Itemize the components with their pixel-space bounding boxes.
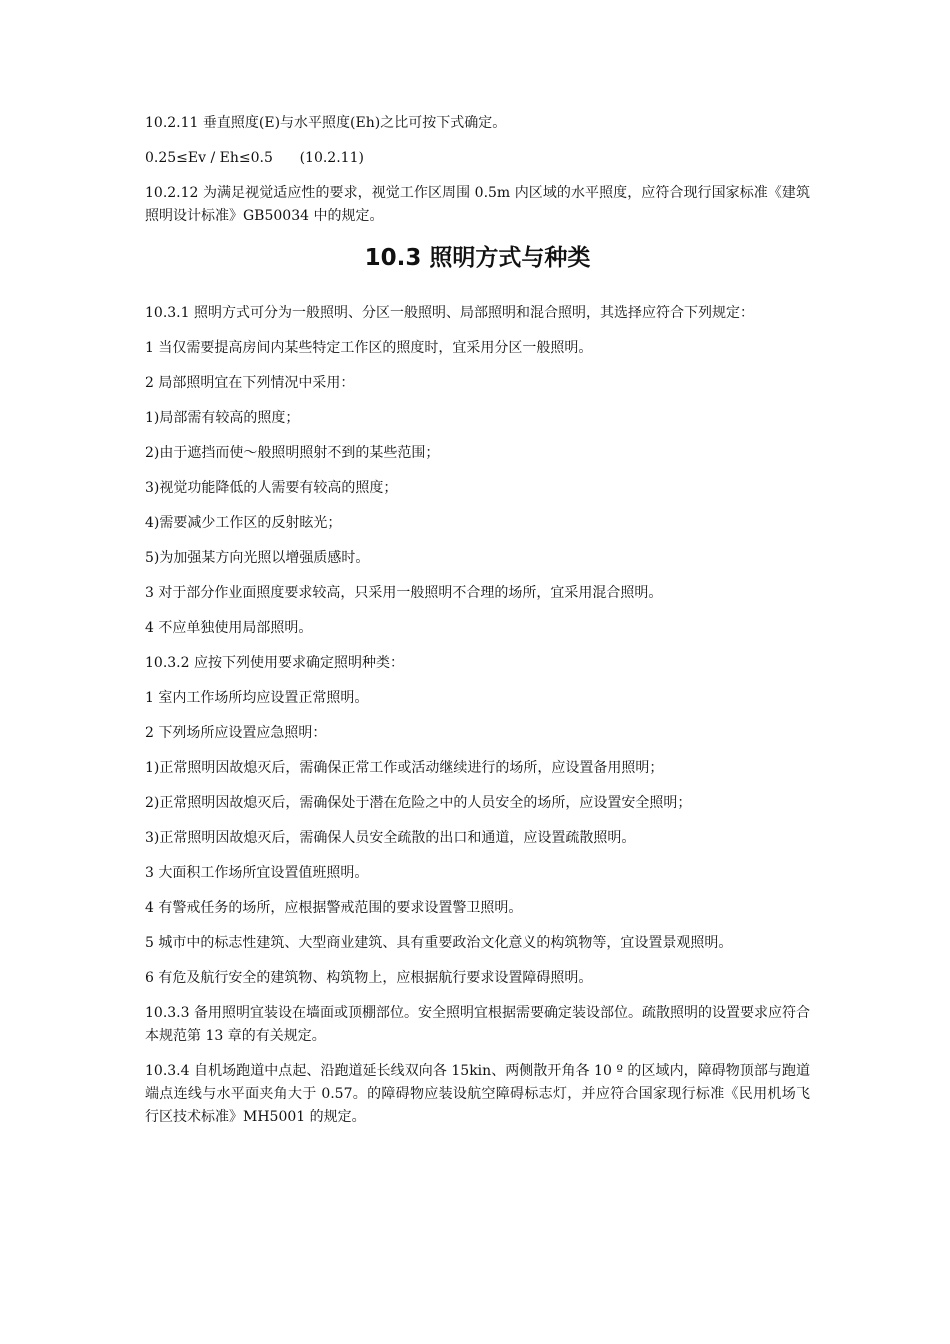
clause-10-3-3: 10.3.3 备用照明宜装设在墙面或顶棚部位。安全照明宜根据需要确定装设部位。疏散照明的设置要求应符合本规范第 13 章的有关规定。: [145, 1005, 810, 1044]
sub-list-item: 4)需要减少工作区的反射眩光；: [145, 515, 342, 531]
list-item: 6 有危及航行安全的建筑物、构筑物上，应根据航行要求设置障碍照明。: [145, 970, 593, 986]
list-item: 3 对于部分作业面照度要求较高，只采用一般照明不合理的场所，宜采用混合照明。: [145, 585, 663, 601]
list-item: 3 大面积工作场所宜设置值班照明。: [145, 865, 369, 881]
list-item: 1 当仅需要提高房间内某些特定工作区的照度时，宜采用分区一般照明。: [145, 340, 593, 356]
document-page: [145, 112, 810, 1141]
list-item: 5 城市中的标志性建筑、大型商业建筑、具有重要政治文化意义的构筑物等，宜设置景观照明。: [145, 935, 733, 951]
sub-list-item: 1)局部需有较高的照度；: [145, 410, 300, 426]
equation-10-2-11: 0.25≤Ev / Eh≤0.5 (10.2.11): [145, 150, 364, 166]
sub-list-item: 3)正常照明因故熄灭后，需确保人员安全疏散的出口和通道，应设置疏散照明。: [145, 830, 636, 846]
clause-10-2-11: 10.2.11 垂直照度(E)与水平照度(Eh)之比可按下式确定。: [145, 115, 507, 131]
list-item: 4 不应单独使用局部照明。: [145, 620, 313, 636]
sub-list-item: 2)由于遮挡而使～般照明照射不到的某些范围；: [145, 445, 440, 461]
list-item: 2 局部照明宜在下列情况中采用：: [145, 375, 355, 391]
sub-list-item: 1)正常照明因故熄灭后，需确保正常工作或活动继续进行的场所，应设置备用照明；: [145, 760, 664, 776]
list-item: 1 室内工作场所均应设置正常照明。: [145, 690, 369, 706]
list-item: 4 有警戒任务的场所，应根据警戒范围的要求设置警卫照明。: [145, 900, 523, 916]
clause-10-3-1: 10.3.1 照明方式可分为一般照明、分区一般照明、局部照明和混合照明，其选择应符合下列规定：: [145, 305, 754, 321]
list-item: 2 下列场所应设置应急照明：: [145, 725, 327, 741]
clause-10-3-2: 10.3.2 应按下列使用要求确定照明种类：: [145, 655, 404, 671]
clause-10-2-12: 10.2.12 为满足视觉适应性的要求，视觉工作区周围 0.5m 内区域的水平照度，应符合现行国家标准《建筑照明设计标准》GB50034 中的规定。: [145, 185, 810, 224]
sub-list-item: 3)视觉功能降低的人需要有较高的照度；: [145, 480, 398, 496]
clause-10-3-4: 10.3.4 自机场跑道中点起、沿跑道延长线双向各 15kin、两侧散开角各 10 º 的区域内，障碍物顶部与跑道端点连线与水平面夹角大于 0.57。的障碍物应装设航空障碍标志灯，并应符合国家现行标准《民用机场飞行区技术标准》MH5001 的规定。: [145, 1063, 810, 1125]
sub-list-item: 5)为加强某方向光照以增强质感时。: [145, 550, 370, 566]
sub-list-item: 2)正常照明因故熄灭后，需确保处于潜在危险之中的人员安全的场所，应设置安全照明；: [145, 795, 692, 811]
section-heading-10-3: 10.3 照明方式与种类: [364, 245, 591, 271]
